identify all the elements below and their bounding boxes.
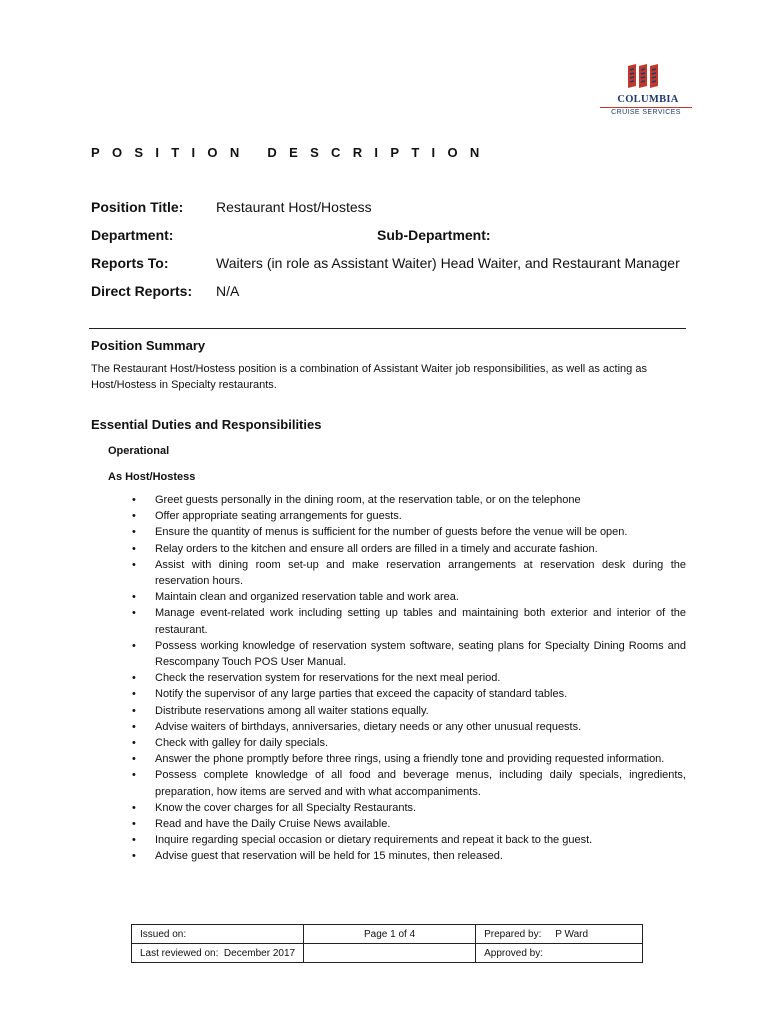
list-item: • Read and have the Daily Cruise News available.: [129, 816, 686, 832]
operational-subtitle: Operational: [108, 445, 170, 457]
logo-subtitle: CRUISE SERVICES: [600, 107, 692, 116]
list-item: • Offer appropriate seating arrangements for guests.: [129, 508, 686, 524]
duties-title: Essential Duties and Responsibilities: [91, 417, 322, 432]
list-item: • Know the cover charges for all Specialty Restaurants.: [129, 800, 686, 816]
list-item: • Inquire regarding special occasion or dietary requirements and repeat it back to the guest.: [129, 832, 686, 848]
list-item: • Possess complete knowledge of all food and beverage menus, including daily specials, ingredients, preparation, how items are served and with what accompaniments.: [129, 767, 686, 799]
position-title-label: Position Title:: [91, 199, 184, 215]
list-item: • Answer the phone promptly before three rings, using a friendly tone and providing requested information.: [129, 751, 686, 767]
document-control-table: [131, 924, 643, 963]
list-item: • Ensure the quantity of menus is sufficient for the number of guests before the venue will be open.: [129, 524, 686, 540]
table-row: [132, 925, 643, 944]
list-item: • Relay orders to the kitchen and ensure all orders are filled in a timely and accurate fashion.: [129, 541, 686, 557]
section-divider: [89, 328, 686, 329]
list-item: • Advise guest that reservation will be held for 15 minutes, then released.: [129, 848, 686, 864]
issued-on-cell: Issued on:: [132, 925, 304, 944]
list-item: • Check the reservation system for reservations for the next meal period.: [129, 670, 686, 686]
ship-funnel-icon: [626, 62, 666, 92]
list-item: • Assist with dining room set-up and make reservation arrangements at reservation desk during the reservation hours.: [129, 557, 686, 589]
table-row: [132, 944, 643, 963]
prepared-by-cell: Prepared by: P Ward: [476, 925, 643, 944]
position-summary-text: The Restaurant Host/Hostess position is a combination of Assistant Waiter job responsibilities, as well as acting as Host/Hostess in Specialty restaurants.: [91, 363, 647, 391]
direct-reports-label: Direct Reports:: [91, 283, 193, 299]
position-summary-title: Position Summary: [91, 338, 206, 353]
list-item: • Manage event-related work including setting up tables and maintaining both exterior and interior of the restaurant.: [129, 605, 686, 637]
list-item: • Check with galley for daily specials.: [129, 735, 686, 751]
list-item: • Greet guests personally in the dining room, at the reservation table, or on the telephone: [129, 492, 686, 508]
list-item: • Notify the supervisor of any large parties that exceed the capacity of standard tables.: [129, 686, 686, 702]
list-item: • Maintain clean and organized reservation table and work area.: [129, 589, 686, 605]
list-item: • Advise waiters of birthdays, anniversaries, dietary needs or any other unusual requests.: [129, 719, 686, 735]
approved-by-cell: Approved by:: [476, 944, 643, 963]
department-label: Department:: [91, 227, 174, 243]
list-item: • Distribute reservations among all waiter stations equally.: [129, 703, 686, 719]
duties-list: [129, 492, 686, 865]
direct-reports-value: N/A: [216, 283, 240, 299]
list-item: • Possess working knowledge of reservation system software, seating plans for Specialty Dining Rooms and Rescompany Touch POS User Manual.: [129, 638, 686, 670]
company-logo: [598, 60, 698, 118]
last-reviewed-cell: Last reviewed on: December 2017: [132, 944, 304, 963]
reports-to-label: Reports To:: [91, 255, 169, 271]
empty-cell: [304, 944, 476, 963]
page-number-cell: Page 1 of 4: [304, 925, 476, 944]
reports-to-value: Waiters (in role as Assistant Waiter) Head Waiter, and Restaurant Manager: [216, 255, 680, 271]
position-title-value: Restaurant Host/Hostess: [216, 199, 372, 215]
logo-name: COLUMBIA: [617, 94, 679, 105]
host-role-subtitle: As Host/Hostess: [108, 471, 196, 483]
document-heading: POSITION DESCRIPTION: [91, 145, 492, 160]
sub-department-label: Sub-Department:: [377, 227, 491, 243]
